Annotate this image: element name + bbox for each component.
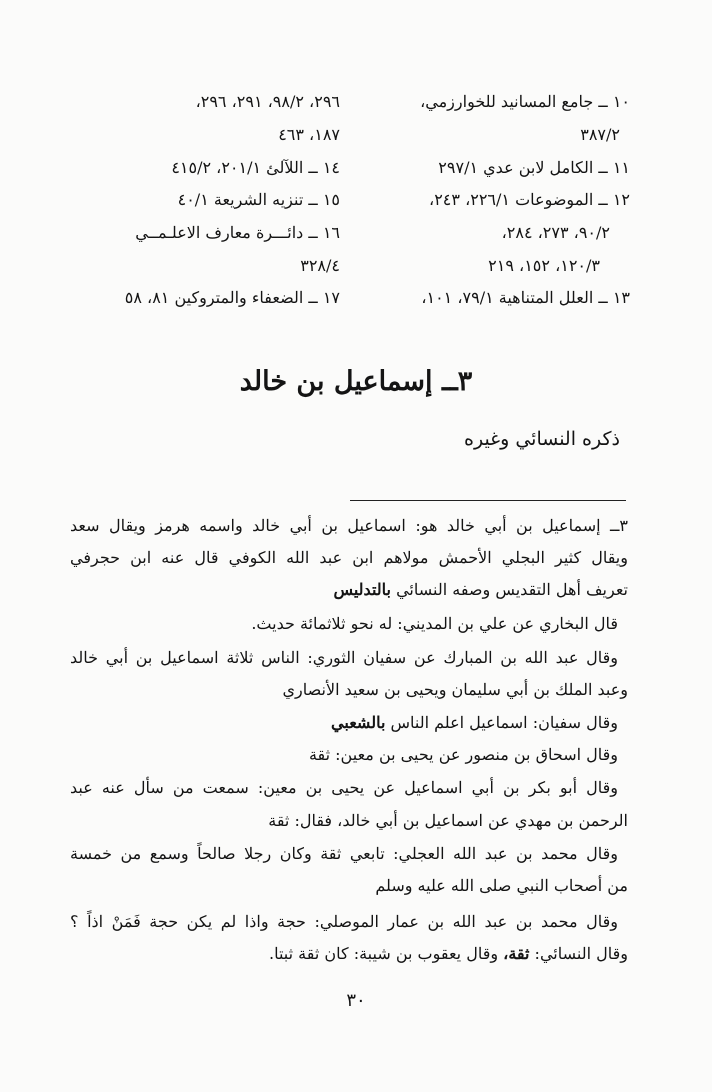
footnote-divider (350, 500, 626, 501)
body-line: الرحمن بن مهدي عن اسماعيل بن أبي خالد، فقال: ثقة (268, 811, 628, 830)
entry-title: ٣ــ إسماعيل بن خالد (239, 366, 473, 397)
ref-item-12-cont-1: ٩٠/٢، ٢٧٣، ٢٨٤، (501, 223, 610, 242)
ref-item-12: ١٢ ــ الموضوعات ٢٢٦/١، ٢٤٣، (429, 190, 630, 209)
body-line: وقال محمد بن عبد الله بن عمار الموصلي: حجة واذا لم يكن حجة فَمَنْ اذاً ؟ (70, 912, 618, 931)
ref-item-13-cont-1: ٢٩٦، ٩٨/٢، ٢٩١، ٢٩٦، (195, 92, 340, 111)
ref-item-16: ١٦ ــ دائـــرة معارف الاعلـمــي (135, 223, 340, 242)
body-line: وقال أبو بكر بن أبي اسماعيل عن يحيى بن معين: سمعت من سأل عنه عبد (70, 778, 618, 797)
references-list (68, 84, 630, 314)
ref-item-13: ١٣ ــ العلل المتناهية ٧٩/١، ١٠١، (421, 288, 630, 307)
body-line: وقال محمد بن عبد الله العجلي: تابعي ثقة وكان رجلا صالحاً وسمع من خمسة (70, 844, 618, 863)
ref-item-14: ١٤ ــ اللآلئ ٢٠١/١، ٤١٥/٢ (171, 158, 340, 177)
body-line: قال البخاري عن علي بن المديني: له نحو ثلاثمائة حديث. (251, 614, 618, 633)
body-line: تعريف أهل التقديس وصفه النسائي بالتدليس (333, 580, 628, 599)
ref-item-10-cont: ٣٨٧/٢ (580, 125, 620, 144)
body-line: من أصحاب النبي صلى الله عليه وسلم (375, 876, 628, 895)
ref-item-11: ١١ ــ الكامل لابن عدي ٢٩٧/١ (438, 158, 630, 177)
ref-item-12-cont-2: ١٢٠/٣، ١٥٢، ٢١٩ (488, 256, 600, 275)
ref-item-17: ١٧ ــ الضعفاء والمتروكين ٨١، ٥٨ (124, 288, 340, 307)
body-line: وقال عبد الله بن المبارك عن سفيان الثوري: الناس ثلاثة اسماعيل بن أبي خالد (70, 648, 618, 667)
body-line: وقال اسحاق بن منصور عن يحيى بن معين: ثقة (308, 745, 618, 764)
body-line: وقال النسائي: ثقة، وقال يعقوب بن شيبة: كان ثقة ثبتا. (269, 944, 628, 963)
ref-item-16-cont: ٣٢٨/٤ (300, 256, 340, 275)
body-line: ويقال كثير البجلي الأحمش مولاهم ابن عبد الله الكوفي قال عنه ابن حجرفي (70, 548, 628, 567)
ref-item-13-cont-2: ١٨٧، ٤٦٣ (278, 125, 340, 144)
ref-item-10: ١٠ ــ جامع المسانيد للخوارزمي، (420, 92, 630, 111)
entry-subtitle: ذكره النسائي وغيره (464, 428, 620, 450)
body-line: ٣ــ إسماعيل بن أبي خالد هو: اسماعيل بن أبي خالد واسمه هرمز ويقال سعد (70, 516, 628, 535)
body-line: وقال سفيان: اسماعيل اعلم الناس بالشعبي (331, 713, 618, 732)
page-number: ٣٠ (346, 990, 366, 1011)
body-line: وعبد الملك بن أبي سليمان ويحيى بن سعيد الأنصاري (282, 680, 628, 699)
ref-item-15: ١٥ ــ تنزيه الشريعة ٤٠/١ (177, 190, 340, 209)
